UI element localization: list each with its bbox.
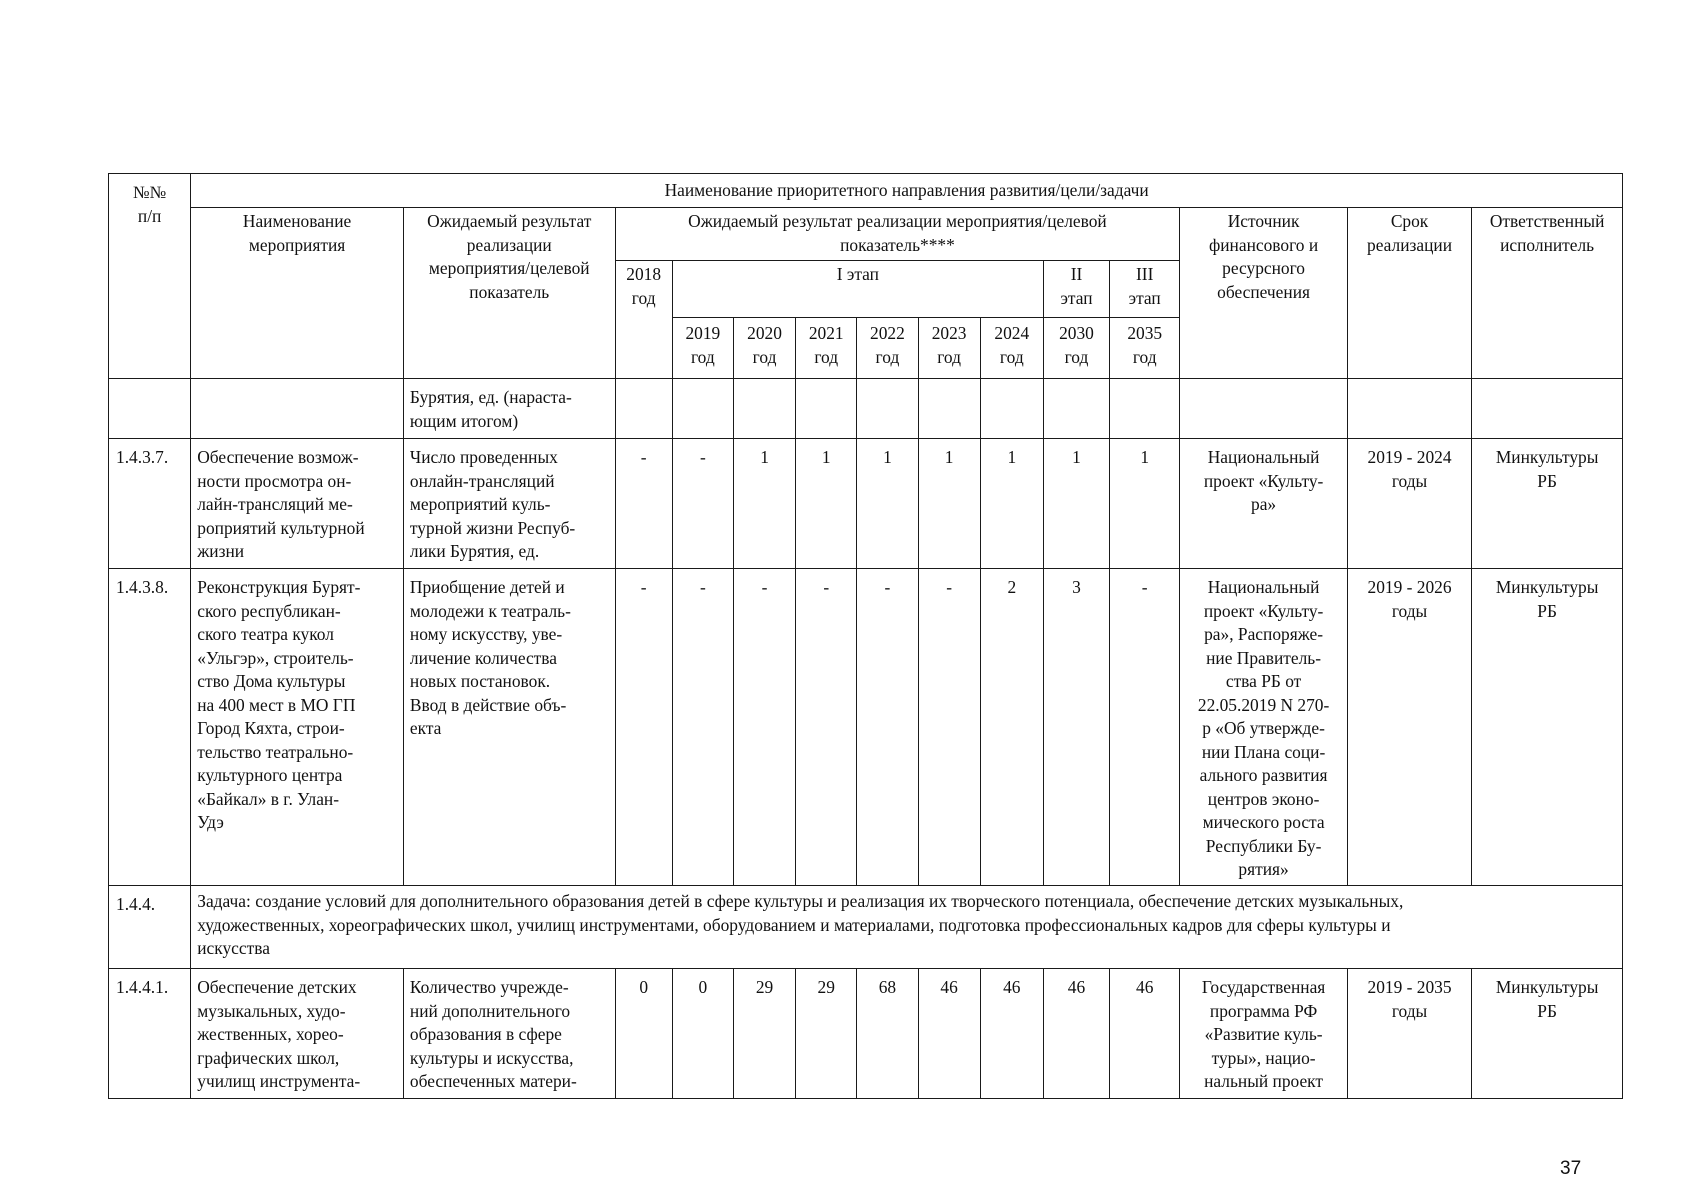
- row-value-2024: 2: [980, 569, 1043, 886]
- header-financing: Источник финансового и ресурсного обеспечения: [1180, 208, 1348, 379]
- row-value-2022: 1: [857, 439, 918, 569]
- row-value-2023: -: [918, 569, 980, 886]
- header-year-2018: 2018 год: [615, 261, 672, 379]
- row-expected-result: Число проведенных онлайн-трансляций мероприятий куль- турной жизни Респуб- лики Бурятия, ед.: [403, 439, 615, 569]
- row-value-2020: 1: [733, 439, 795, 569]
- row-id: 1.4.3.7.: [109, 439, 191, 569]
- row-value-2022: [857, 379, 918, 439]
- header-expected-result: Ожидаемый результат реализации мероприятия/целевой показатель: [403, 208, 615, 379]
- row-value-2020: -: [733, 569, 795, 886]
- row-value-2019: -: [672, 569, 733, 886]
- header-year-2023: 2023 год: [918, 318, 980, 379]
- header-responsible: Ответственный исполнитель: [1472, 208, 1623, 379]
- row-financing-source: Государственная программа РФ «Развитие куль- туры», нацио- нальный проект: [1180, 969, 1348, 1099]
- row-value-2030: 3: [1043, 569, 1109, 886]
- row-value-2021: -: [796, 569, 857, 886]
- row-value-2019: -: [672, 439, 733, 569]
- row-activity-name: Обеспечение возмож- ности просмотра он- лайн-трансляций ме- роприятий культурной жизни: [191, 439, 404, 569]
- row-value-2019: 0: [672, 969, 733, 1099]
- task-description: Задача: создание условий для дополнительного образования детей в сфере культуры и реализация их творческого потенциала, обеспечение детских музыкальных, художественных, хореографических школ, училищ инструментами, оборудованием и материалами, подготовка профессиональных кадров для сферы культуры и искусства: [191, 886, 1623, 969]
- table-row: [109, 569, 1623, 886]
- row-responsible: Минкультуры РБ: [1472, 969, 1623, 1099]
- header-expected-result-values: Ожидаемый результат реализации мероприятия/целевой показатель****: [615, 208, 1180, 261]
- row-id: 1.4.4.1.: [109, 969, 191, 1099]
- row-value-2035: -: [1110, 569, 1180, 886]
- row-value-2018: -: [615, 439, 672, 569]
- header-stage-1: I этап: [672, 261, 1043, 318]
- row-expected-result: Количество учрежде- ний дополнительного образования в сфере культуры и искусства, обеспеченных матери-: [403, 969, 615, 1099]
- table-row: [109, 379, 1623, 439]
- row-responsible: [1472, 379, 1623, 439]
- row-value-2022: 68: [857, 969, 918, 1099]
- program-table: [108, 173, 1623, 1099]
- task-row: [109, 886, 1623, 969]
- header-activity-name: Наименование мероприятия: [191, 208, 404, 379]
- row-value-2023: 46: [918, 969, 980, 1099]
- task-id: 1.4.4.: [109, 886, 191, 969]
- row-value-2024: 46: [980, 969, 1043, 1099]
- row-id: 1.4.3.8.: [109, 569, 191, 886]
- row-value-2020: [733, 379, 795, 439]
- row-id: [109, 379, 191, 439]
- row-activity-name: [191, 379, 404, 439]
- row-value-2024: 1: [980, 439, 1043, 569]
- row-activity-name: Обеспечение детских музыкальных, худо- жественных, хорео- графических школ, училищ инструмента-: [191, 969, 404, 1099]
- header-stage-3: III этап: [1110, 261, 1180, 318]
- row-value-2035: [1110, 379, 1180, 439]
- row-value-2020: 29: [733, 969, 795, 1099]
- row-value-2024: [980, 379, 1043, 439]
- header-stage-2: II этап: [1043, 261, 1109, 318]
- header-year-2020: 2020 год: [733, 318, 795, 379]
- header-row-1: [109, 174, 1623, 208]
- page-number: 37: [1560, 1158, 1582, 1179]
- row-value-2018: [615, 379, 672, 439]
- row-financing-source: [1180, 379, 1348, 439]
- row-value-2035: 46: [1110, 969, 1180, 1099]
- header-year-2035: 2035 год: [1110, 318, 1180, 379]
- row-responsible: Минкультуры РБ: [1472, 439, 1623, 569]
- row-term: 2019 - 2026 годы: [1347, 569, 1471, 886]
- row-expected-result: Бурятия, ед. (нараста- ющим итогом): [403, 379, 615, 439]
- header-term: Срок реализации: [1347, 208, 1471, 379]
- header-year-2030: 2030 год: [1043, 318, 1109, 379]
- row-value-2023: 1: [918, 439, 980, 569]
- row-term: 2019 - 2035 годы: [1347, 969, 1471, 1099]
- row-value-2030: 46: [1043, 969, 1109, 1099]
- row-value-2021: 1: [796, 439, 857, 569]
- row-responsible: Минкультуры РБ: [1472, 569, 1623, 886]
- row-value-2021: 29: [796, 969, 857, 1099]
- header-year-2021: 2021 год: [796, 318, 857, 379]
- header-year-2019: 2019 год: [672, 318, 733, 379]
- header-year-2022: 2022 год: [857, 318, 918, 379]
- row-value-2023: [918, 379, 980, 439]
- row-activity-name: Реконструкция Бурят- ского республикан- ского театра кукол «Ульгэр», строитель- ство Дома культуры на 400 мест в МО ГП Город Кяхта, строи- тельство театрально- культурного центра «Байкал» в г. Улан- Удэ: [191, 569, 404, 886]
- row-value-2035: 1: [1110, 439, 1180, 569]
- table-row: [109, 969, 1623, 1099]
- row-term: [1347, 379, 1471, 439]
- row-term: 2019 - 2024 годы: [1347, 439, 1471, 569]
- row-financing-source: Национальный проект «Культу- ра», Распоряже- ние Правитель- ства РБ от 22.05.2019 N 270- р «Об утвержде- нии Плана соци- ального развития центров эконо- мического роста Республики Бу- рятия»: [1180, 569, 1348, 886]
- row-financing-source: Национальный проект «Культу- ра»: [1180, 439, 1348, 569]
- header-row-2: [109, 208, 1623, 261]
- row-value-2030: [1043, 379, 1109, 439]
- row-value-2018: 0: [615, 969, 672, 1099]
- row-value-2019: [672, 379, 733, 439]
- row-value-2018: -: [615, 569, 672, 886]
- header-main-title: Наименование приоритетного направления развития/цели/задачи: [191, 174, 1623, 208]
- row-value-2021: [796, 379, 857, 439]
- header-year-2024: 2024 год: [980, 318, 1043, 379]
- row-value-2030: 1: [1043, 439, 1109, 569]
- row-expected-result: Приобщение детей и молодежи к театраль- ному искусству, уве- личение количества новых постановок. Ввод в действие объ- екта: [403, 569, 615, 886]
- header-number: №№ п/п: [109, 174, 191, 379]
- row-value-2022: -: [857, 569, 918, 886]
- table-row: [109, 439, 1623, 569]
